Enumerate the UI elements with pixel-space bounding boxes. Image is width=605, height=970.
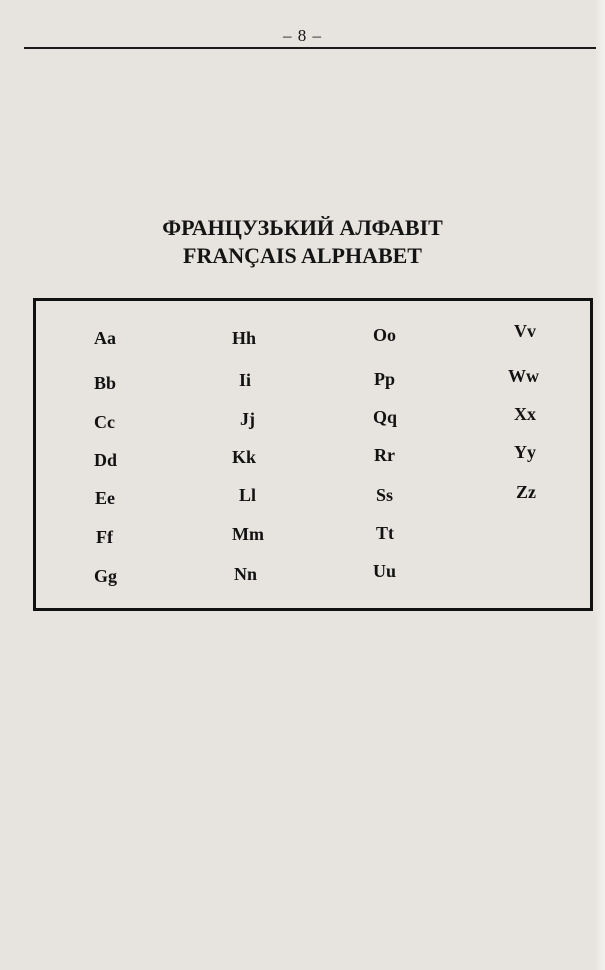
alphabet-table — [33, 298, 593, 611]
page-number: – 8 – — [283, 26, 322, 45]
letter-x: Xx — [514, 404, 536, 424]
letter-f: Ff — [96, 527, 113, 547]
letter-h: Hh — [232, 328, 257, 348]
title-french: FRANÇAIS ALPHABET — [183, 243, 422, 268]
letter-t: Tt — [376, 523, 394, 543]
letter-c: Cc — [94, 412, 115, 432]
letter-d: Dd — [94, 450, 118, 470]
letter-a: Aa — [94, 328, 116, 348]
letter-e: Ee — [95, 488, 115, 508]
letter-m: Mm — [232, 524, 264, 544]
letter-n: Nn — [234, 564, 258, 584]
title-block — [0, 214, 605, 270]
letter-b: Bb — [94, 373, 117, 393]
letter-s: Ss — [376, 485, 394, 505]
letter-o: Oo — [373, 325, 397, 345]
letter-q: Qq — [373, 407, 398, 427]
letter-z: Zz — [516, 482, 536, 502]
letter-u: Uu — [373, 561, 397, 581]
letter-i: Ii — [239, 370, 252, 390]
letter-l: Ll — [239, 485, 257, 505]
letter-r: Rr — [374, 445, 395, 465]
letter-v: Vv — [514, 321, 536, 341]
page-edge-shading — [595, 0, 605, 970]
letter-w: Ww — [508, 366, 539, 386]
letter-k: Kk — [232, 447, 257, 467]
header-rule — [24, 47, 596, 49]
letter-y: Yy — [514, 442, 536, 462]
letter-p: Pp — [374, 369, 396, 389]
letter-g: Gg — [94, 566, 118, 586]
title-ukrainian: ФРАНЦУЗЬКИЙ АЛФАВІТ — [162, 215, 443, 240]
letter-j: Jj — [240, 409, 255, 429]
